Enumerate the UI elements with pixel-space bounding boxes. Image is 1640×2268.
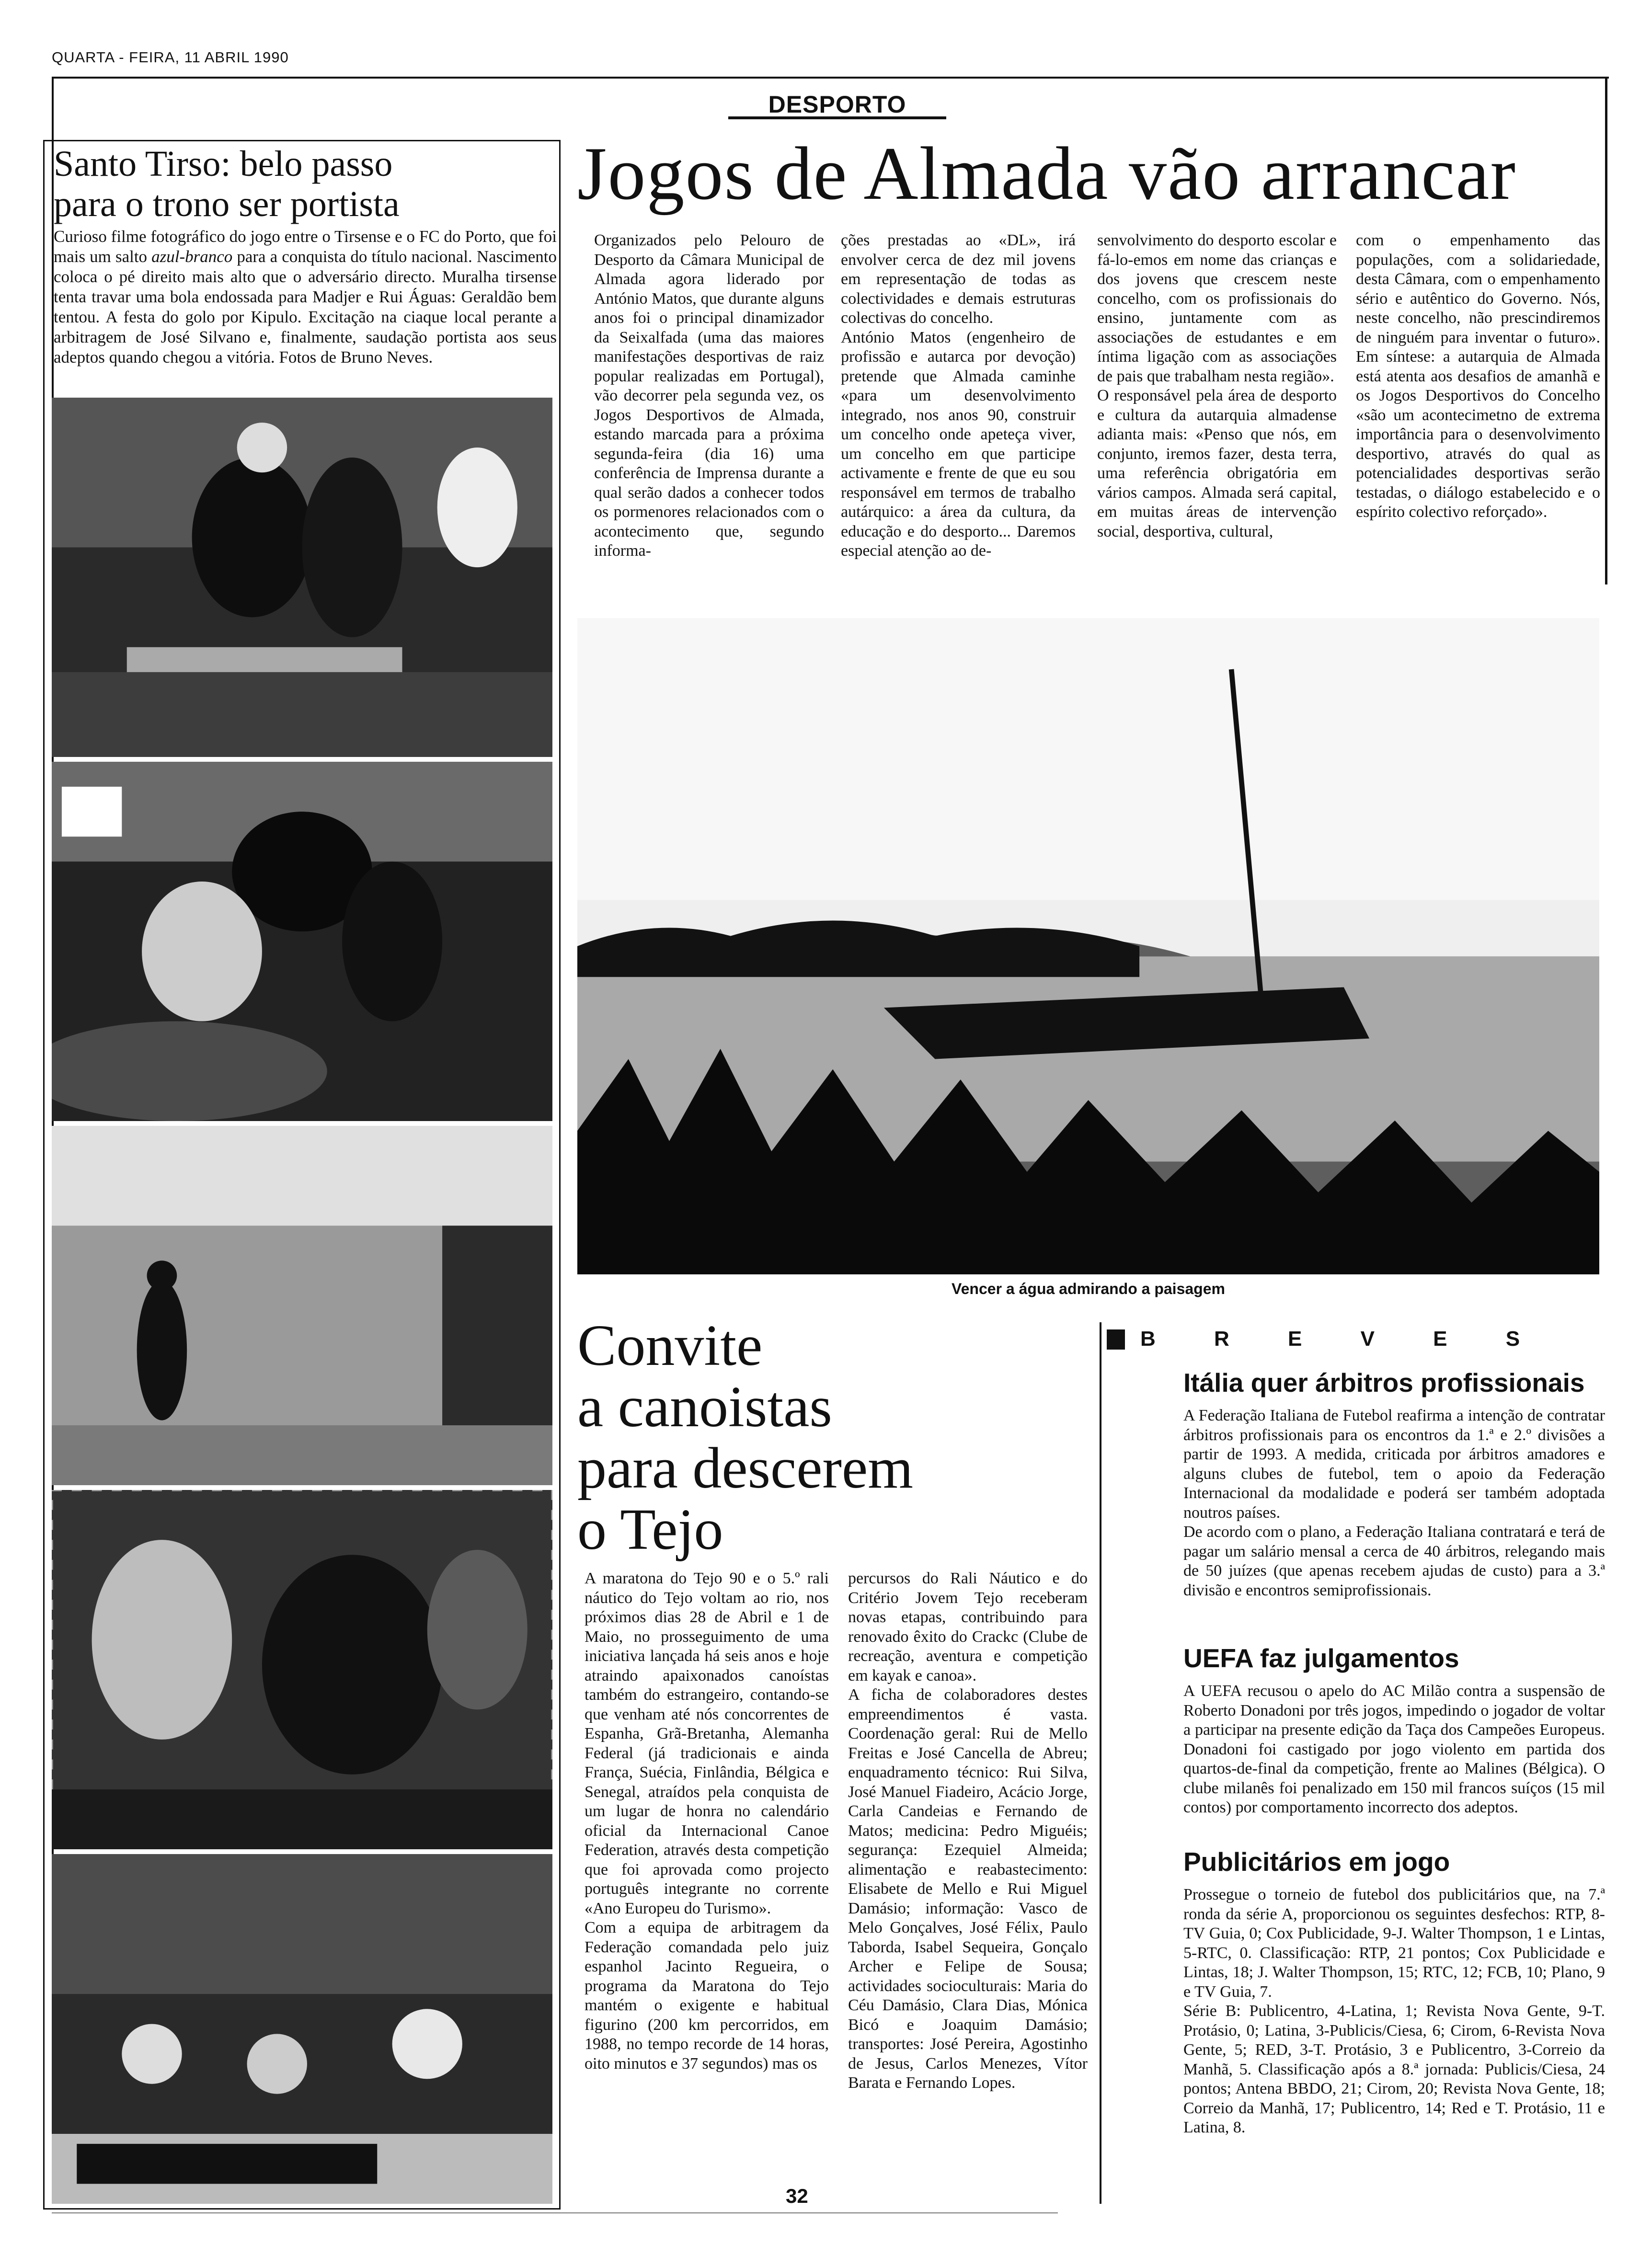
top-rule <box>52 77 1609 79</box>
dateline: QUARTA - FEIRA, 11 ABRIL 1990 <box>52 49 289 66</box>
football-photo-5 <box>52 1854 552 2204</box>
main-story-col-1: Organizados pelo Pelouro de Desporto da Câmara Municipal de Almada agora liderado por António Matos, que durante alguns anos foi o principal dinamizador da Seixalfada (uma das maiores manifestações desportivas de raiz popular realizadas em Portugal), vão decorrer pela segunda vez, os Jogos Desportivos de Almada, estando marcada para a próxima segunda-feira (dia 16) uma conferência de Imprensa durante a qual serão dados a conhecer todos os pormenores relacionados com o acontecimento que, segundo informa- <box>594 231 824 560</box>
breves-item-1-title: Itália quer árbitros profissionais <box>1183 1368 1585 1397</box>
football-photo-1 <box>52 398 552 757</box>
breves-item-3-title: Publicitários em jogo <box>1183 1847 1450 1877</box>
intro-text-post: para a conquista do título nacional. Nascimento coloca o pé direito mais alto que o adversário directo. Muralha tirsense tenta travar uma bola endossada para Madjer e Rui Águas: Geraldão bem tentou. A festa do golo por Kipulo. Excitação na ciaque local perante a arbitragem de José Silvano e, finalmente, saudação portista aos seus adeptos quando chegou a vitória. Fotos de Bruno Neves. <box>54 247 557 367</box>
left-story-intro <box>54 227 557 367</box>
breves-item-2-title: UEFA faz julgamentos <box>1183 1643 1459 1673</box>
main-story-col-2: ções prestadas ao «DL», irá envolver cerca de dez mil jovens em representação de todas as colectividades e demais estruturas colectivas do concelho. António Matos (engenheiro de profissão e autarca por devoção) pretende que Almada caminhe «para um desenvolvimento integrado, nos anos 90, construir um concelho onde apeteça viver, um concelho em que participe activamente e frente de que eu sou responsável em termos de trabalho autárquico: a área da cultura, da educação e do desporto... Daremos especial atenção ao de- <box>841 231 1076 560</box>
footer-rule <box>52 2212 1058 2213</box>
football-photo-4 <box>52 1490 552 1849</box>
intro-text-emphasis: azul-branco <box>151 247 233 266</box>
left-headline-line-1: Santo Tirso: belo passo <box>54 144 393 184</box>
lake-photo-caption: Vencer a água admirando a paisagem <box>952 1280 1225 1297</box>
left-story-headline <box>54 144 557 224</box>
left-headline-line-2: para o trono ser portista <box>54 184 400 224</box>
canoe-story-headline <box>577 1315 1009 1560</box>
section-label: DESPORTO <box>728 90 946 119</box>
canoe-headline-line-3: para descerem <box>577 1436 914 1501</box>
canoe-headline-line-4: o Tejo <box>577 1497 723 1562</box>
canoe-story-col-2: percursos do Rali Náutico e do Critério Jovem Tejo receberam novas etapas, contribuindo para renovado êxito do Crackc (Clube de recreação, aventura e competição em kayak e canoa». A ficha de colaboradores destes empreendimentos é vasta. Coordenação geral: Rui de Mello Freitas e José Cancella de Abreu; enquadramento técnico: Rui Silva, José Manuel Fiadeiro, Acácio Jorge, Carla Candeias e Fernando de Matos; medicina: Pedro Miguéis; segurança: Ezequiel Almeida; alimentação e reabastecimento: Elisabete de Mello e Rui Miguel Damásio; informação: Vasco de Melo Gonçalves, José Félix, Paulo Taborda, Isabel Sequeira, Gonçalo Archer e Felipe de Sousa; actividades socioculturais: Maria do Céu Damásio, Clara Dias, Mónica Bicó e Joaquim Damásio; transportes: José Pereira, Agostinho de Jesus, Carlos Menezes, Vítor Barata e Fernando Lopes. <box>848 1569 1088 2092</box>
breves-item-3-text: Prossegue o torneio de futebol dos publicitários que, na 7.ª ronda da série A, proporcionou os seguintes desfechos: RTP, 8-TV Guia, 0; Cox Publicidade, 9-J. Walter Thompson, 1 e Lintas, 5-RTC, 0. Classificação: RTP, 21 pontos; Cox Publicidade e Lintas, 18; J. Walter Thompson, 15; RTC, 12; FCB, 10; Plano, 9 e TV Guia, 7. Série B: Publicentro, 4-Latina, 1; Revista Nova Gente, 9-T. Protásio, 0; Latina, 3-Publicis/Ciesa, 6; Cirom, 6-Revista Nova Gente, 5; RED, 3-T. Protásio, 3 e Publicentro, 3-Correio da Manhã, 5. Classificação após a 8.ª jornada: Publicis/Ciesa, 24 pontos; Antena BBDO, 21; Cirom, 20; Revista Nova Gente, 18; Correio da Manhã, 17; Publicentro, 14; Red e T. Protásio, 11 e Latina, 8. <box>1183 1886 1605 2136</box>
canoe-story-col-1: A maratona do Tejo 90 e o 5.º rali náutico do Tejo voltam ao rio, nos próximos dias 28 de Abril e 1 de Maio, no prosseguimento de uma iniciativa lançada há seis anos e hoje atraindo apaixonados canoístas também do estrangeiro, contando-se que venham até nós concorrentes de Espanha, Grã-Bretanha, Alemanha Federal (já tradicionais e ainda França, Suécia, Finlândia, Bélgica e Senegal, atraídos pela conquista de um lugar de honra no calendário oficial da Internacional Canoe Federation, através desta competição que foi aprovada como projecto português integrante no corrente «Ano Europeu do Turismo». Com a equipa de arbitragem da Federação comandada pelo juiz espanhol Jacinto Regueira, o programa da Maratona do Tejo mantém o exigente e habitual figurino (200 km percorridos, em 1988, no tempo recorde de 14 horas, oito minutos e 37 segundos) mas os <box>585 1569 829 2073</box>
breves-item-2-text: A UEFA recusou o apelo do AC Milão contra a suspensão de Roberto Donadoni por três jogos, impedindo o jogador de voltar a participar na presente edição da Taça dos Campeões Europeus. Donadoni foi castigado por jogo violento em partida dos quartos-de-final da competição, frente ao Malines (Bélgica). O clube milanês foi penalizado em 150 mil francos suíços (15 mil contos) por comportamento incorrecto dos adeptos. <box>1183 1682 1605 1816</box>
football-photo-3 <box>52 1126 552 1485</box>
breves-item-1-text: A Federação Italiana de Futebol reafirma a intenção de contratar árbitros profissionais para os encontros da 1.ª e 2.º divisões a partir de 1993. A medida, criticada por árbitros amadores e alguns clubes de futebol, tem o apoio da Federação Internacional da modalidade e poderá ser também adoptada noutros países. De acordo com o plano, a Federação Italiana contratará e terá de pagar um salário mensal a cerca de 40 árbitros, relegando mais de 50 juízes (que apenas recebem ajudas de custo) para a 3.ª divisão e encontros semiprofissionais. <box>1183 1407 1605 1599</box>
page-number: 32 <box>786 2185 808 2207</box>
football-photo-2 <box>52 762 552 1121</box>
main-story-col-3: senvolvimento do desporto escolar e fá-lo-emos em nome das crianças e dos jovens que crescem neste concelho, com os profissionais do ensino, juntamente com as associações de estudantes e em íntima ligação com as associações de pais que trabalham nesta região». O responsável pela área de desporto e cultura da autarquia almadense adianta mais: «Penso que nós, em conjunto, iremos fazer, desta terra, uma referência obrigatória em vários campos. Almada será capital, em muitas áreas de intervenção social, desportiva, cultural, <box>1097 231 1337 540</box>
lake-photo <box>577 618 1599 1274</box>
intro-text-pre: Curioso filme fotográfico do jogo entre o Tirsense e o FC do Porto, que foi mais um salto <box>54 227 557 266</box>
breves-divider <box>1100 1322 1101 2204</box>
canoe-headline-line-1: Convite <box>577 1313 763 1378</box>
breves-label: B R E V E S <box>1140 1327 1520 1351</box>
canoe-headline-line-2: a canoistas <box>577 1375 832 1439</box>
main-story-col-4: com o empenhamento das populações, com a solidariedade, desta Câmara, com o empenhamento sério e autêntico do Governo. Nós, neste concelho, não prescindiremos de ninguém para inventar o futuro». Em síntese: a autarquia de Almada está atenta aos desafios de amanhã e os Jogos Desportivos do Concelho «são um acontecimetno de extrema importância para o desenvolvimento desportivo, através do qual as potencialidades desportivas serão testadas, o diálogo estabelecido e o espírito colectivo reforçado». <box>1356 231 1600 521</box>
main-story-headline: Jogos de Almada vão arrancar <box>577 132 1517 216</box>
